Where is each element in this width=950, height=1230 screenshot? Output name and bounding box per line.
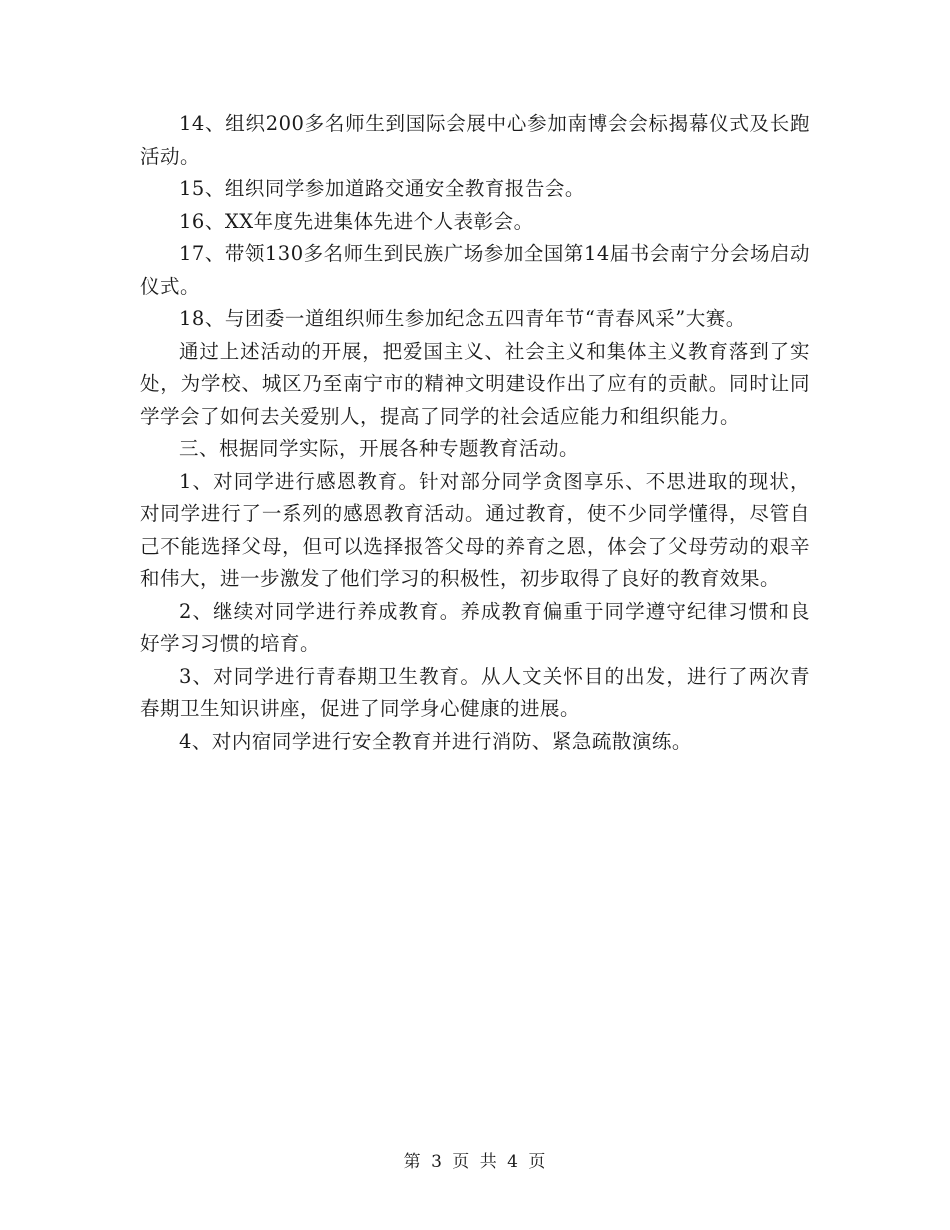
paragraph-safety-education: 4、对内宿同学进行安全教育并进行消防、紧急疏散演练。: [179, 729, 692, 753]
paragraph-item-17: 17、带领130多名师生到民族广场参加全国第14届书会南宁分会场启动仪式。: [140, 242, 810, 298]
document-body: [140, 108, 810, 758]
page-number-footer: 第 3 页 共 4 页: [403, 1152, 547, 1172]
paragraph-item-14: 14、组织200多名师生到国际会展中心参加南博会会标揭幕仪式及长跑活动。: [140, 112, 810, 168]
paragraph-item-18: 18、与团委一道组织师生参加纪念五四青年节“青春风采”大赛。: [179, 307, 746, 330]
paragraph-summary: 通过上述活动的开展，把爱国主义、社会主义和集体主义教育落到了实处，为学校、城区乃至南宁市的精神文明建设作出了应有的贡献。同时让同学学会了如何去关爱别人，提高了同学的社会适应能力和组织能力。: [140, 339, 810, 428]
paragraph-item-16: 16、XX年度先进集体先进个人表彰会。: [179, 209, 534, 233]
paragraph-habit-education: 2、继续对同学进行养成教育。养成教育偏重于同学遵守纪律习惯和良好学习习惯的培育。: [140, 599, 810, 655]
paragraph-health-education: 3、对同学进行青春期卫生教育。从人文关怀目的出发，进行了两次青春期卫生知识讲座，促进了同学身心健康的进展。: [140, 664, 810, 720]
paragraph-item-15: 15、组织同学参加道路交通安全教育报告会。: [179, 177, 585, 200]
paragraph-gratitude-education: 1、对同学进行感恩教育。针对部分同学贪图享乐、不思进取的现状，对同学进行了一系列的感恩教育活动。通过教育，使不少同学懂得，尽管自己不能选择父母，但可以选择报答父母的养育之恩，体会了父母劳动的艰辛和伟大，进一步激发了他们学习的积极性，初步取得了良好的教育效果。: [140, 469, 810, 590]
section-heading-three: 三、根据同学实际，开展各种专题教育活动。: [179, 437, 580, 460]
